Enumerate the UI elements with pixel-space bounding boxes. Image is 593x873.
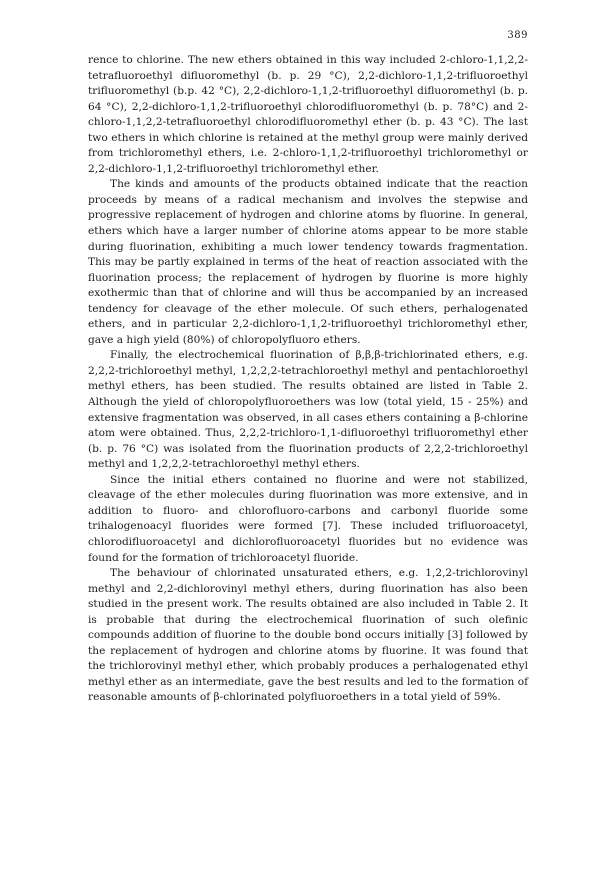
document-page <box>88 30 528 706</box>
page-number: 389 <box>507 30 528 41</box>
paragraph-1: rence to chlorine. The new ethers obtained in this way included 2-chloro-1,1,2,2-tetrafluoroethyl difluoromethyl (b. p. 29 °C), 2,2-dichloro-1,1,2-trifluoroethyl trifluoromethyl (b.p. 42 °C), 2,2-dichloro-1,1,2-trifluoroethyl difluoromethyl (b. p. 64 °C), 2,2-dichloro-1,1,2-trifluoroethyl chlorodifluoromethyl (b. p. 78°C) and 2-chloro-1,1,2,2-tetrafluoroethyl chlorodifluoromethyl ether (b. p. 43 °C). The last two ethers in which chlorine is retained at the methyl group were mainly derived from trichloromethyl ethers, i.e. 2-chloro-1,1,2-trifluoroethyl trichloromethyl or 2,2-dichloro-1,1,2-trifluoroethyl trichloromethyl ether. <box>88 54 528 175</box>
paragraph-2: The kinds and amounts of the products obtained indicate that the reaction proceeds by means of a radical mechanism and involves the stepwise and progressive replacement of hydrogen and chlorine atoms by fluorine. In general, ethers which have a larger number of chlorine atoms appear to be more stable during fluorination, exhibiting a much lower tendency towards fragmentation. This may be partly explained in terms of the heat of reaction associated with the fluorination process; the replacement of hydrogen by fluorine is more highly exothermic than that of chlorine and will thus be accompanied by an increased tendency for cleavage of the ether molecule. Of such ethers, perhalogenated ethers, and in particular 2,2-dichloro-1,1,2-trifluoroethyl trichloromethyl ether, gave a high yield (80%) of chloropolyfluoro ethers. <box>88 178 528 346</box>
body-text <box>88 53 528 706</box>
paragraph-4: Since the initial ethers contained no fluorine and were not stabilized, cleavage of the ether molecules during fluorination was more extensive, and in addition to fluoro- and chlorofluoro-carbons and carbonyl fluoride some trihalogenoacyl fluorides were formed [7]. These included trifluoroacetyl, chlorodifluoroacetyl and dichlorofluoroacetyl fluorides but no evidence was found for the formation of trichloroacetyl fluoride. <box>88 473 528 564</box>
paragraph-5: The behaviour of chlorinated unsaturated ethers, e.g. 1,2,2-trichlorovinyl methyl and 2,2-dichlorovinyl methyl ethers, during fluorination has also been studied in the present work. The results obtained are also included in Table 2. It is probable that during the electrochemical fluorination of such olefinic compounds addition of fluorine to the double bond occurs initially [3] followed by the replacement of hydrogen and chlorine atoms by fluorine. It was found that the trichlorovinyl methyl ether, which probably produces a perhalogenated ethyl methyl ether as an intermediate, gave the best results and led to the formation of reasonable amounts of β-chlorinated polyfluoroethers in a total yield of 59%. <box>88 567 528 704</box>
paragraph-3: Finally, the electrochemical fluorination of β,β,β-trichlorinated ethers, e.g. 2,2,2-trichloroethyl methyl, 1,2,2,2-tetrachloroethyl methyl and pentachloroethyl methyl ethers, has been studied. The results obtained are listed in Table 2. Although the yield of chloropolyfluoroethers was low (total yield, 15 - 25%) and extensive fragmentation was observed, in all cases ethers containing a β-chlorine atom were obtained. Thus, 2,2,2-trichloro-1,1-difluoroethyl trifluoromethyl ether (b. p. 76 °C) was isolated from the fluorination products of 2,2,2-trichloroethyl methyl and 1,2,2,2-tetrachloroethyl methyl ethers. <box>88 349 528 471</box>
